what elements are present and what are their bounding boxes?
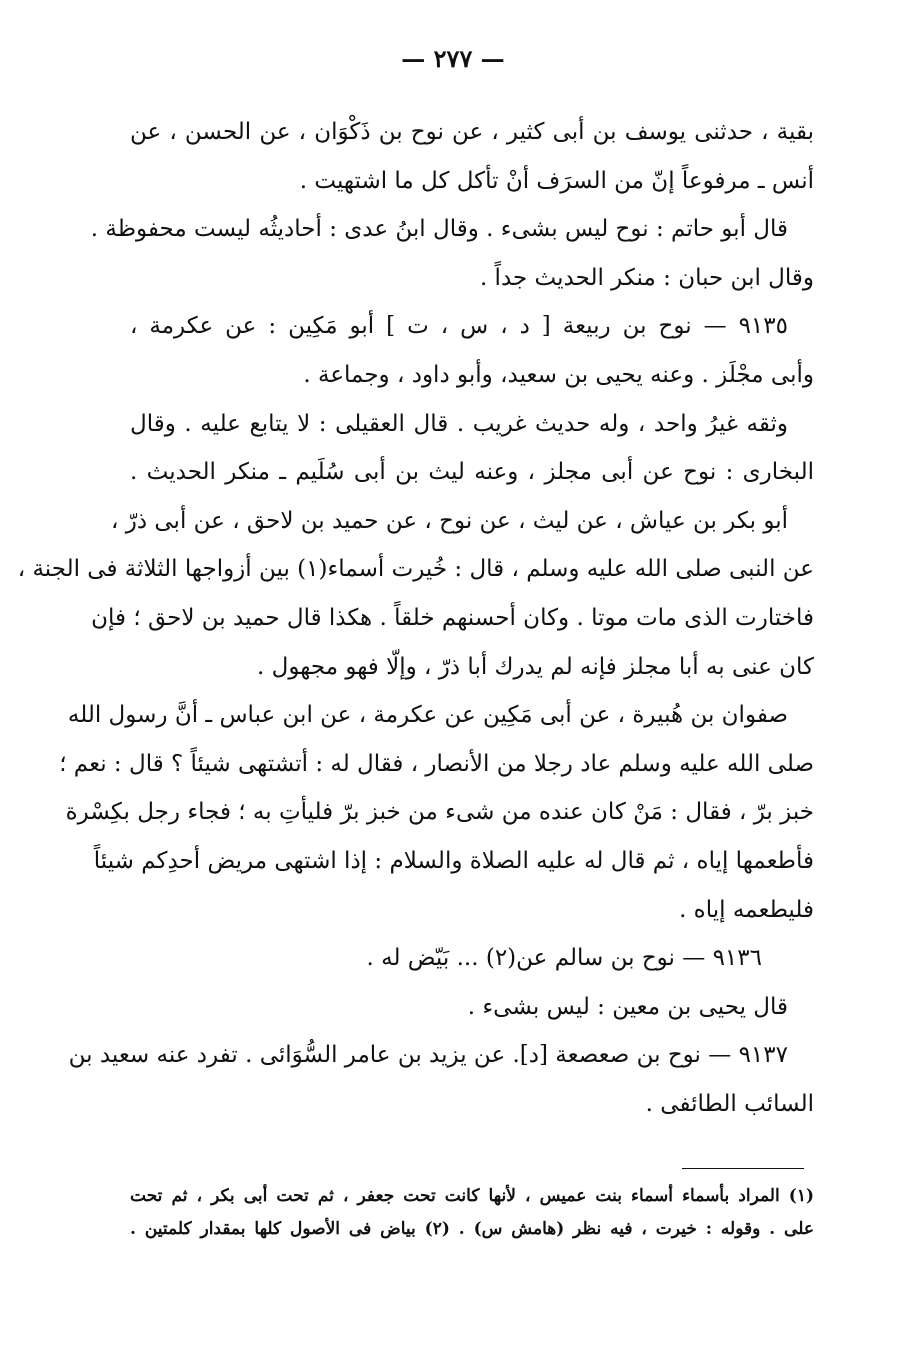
text-line: كان عنى به أبا مجلز فإنه لم يدرك أبا ذرّ ، وإلّا فهو مجهول . [257,653,814,680]
text-line: فاختارت الذى مات موتا . وكان أحسنهم خلقاً . هكذا قال حميد بن لاحق ؛ فإن [91,604,814,631]
text-line: فليطعمه إياه . [679,896,814,923]
text-line: البخارى : نوح عن أبى مجلز ، وعنه ليث بن أبى سُلَيم ـ منكر الحديث . [130,459,814,486]
text-line: أنس ـ مرفوعاً إنّ من السرَف أنْ تأكل كل ما اشتهيت . [299,167,814,194]
page-body [17,108,814,1128]
page-number: — ٢٧٧ — [401,44,505,73]
text-line: وثقه غيرُ واحد ، وله حديث غريب . قال العقيلى : لا يتابع عليه . وقال [130,410,788,437]
footnotes [130,1180,814,1246]
text-line: فأطعمها إياه ، ثم قال له عليه الصلاة والسلام : إذا اشتهى مريض أحدِكم شيئاً [93,847,814,874]
text-line: قال يحيى بن معين : ليس بشىء . [467,993,788,1020]
footnote-line: على . وقوله : خيرت ، فيه نظر (هامش س) . (٢) بياض فى الأصول كلها بمقدار كلمتين . [130,1219,814,1239]
footnote-separator [682,1168,804,1169]
text-line: أبو بكر بن عياش ، عن ليث ، عن نوح ، عن حميد بن لاحق ، عن أبى ذرّ ، [110,507,788,534]
text-line: وقال ابن حبان : منكر الحديث جداً . [479,264,814,291]
text-line: صلى الله عليه وسلم عاد رجلا من الأنصار ، فقال له : أتشتهى شيئاً ؟ قال : نعم ؛ [59,750,814,777]
text-line: السائب الطائفى . [645,1090,814,1117]
text-line: عن النبى صلى الله عليه وسلم ، قال : خُيرت أسماء(١) بين أزواجها الثلاثة فى الجنة ، [17,556,814,583]
text-line: وأبى مجْلَز . وعنه يحيى بن سعيد، وأبو داود ، وجماعة . [303,361,814,388]
footnote-line: (١) المراد بأسماء أسماء بنت عميس ، لأنها كانت تحت جعفر ، ثم تحت أبى بكر ، ثم تحت [130,1186,814,1206]
text-line: قال أبو حاتم : نوح ليس بشىء . وقال ابنُ عدى : أحاديثُه ليست محفوظة . [90,216,788,243]
text-line: ٩١٣٦ — نوح بن سالم عن(٢) ... بَيّض له . [366,945,762,972]
text-line: ٩١٣٧ — نوح بن صعصعة [د]. عن يزيد بن عامر السُّوَائى . تفرد عنه سعيد بن [68,1042,788,1069]
text-line: خبز برّ ، فقال : مَنْ كان عنده من شىء من خبز برّ فليأتِ به ؛ فجاء رجل بكِسْرة [65,799,814,826]
text-line: صفوان بن هُبيرة ، عن أبى مَكِين عن عكرمة ، عن ابن عباس ـ أنَّ رسول الله [67,702,788,729]
text-line: بقية ، حدثنى يوسف بن أبى كثير ، عن نوح بن ذَكْوَان ، عن الحسن ، عن [130,119,814,145]
text-line: ٩١٣٥ — نوح بن ربيعة [ د ، س ، ت ] أبو مَكِين : عن عكرمة ، [130,313,788,340]
